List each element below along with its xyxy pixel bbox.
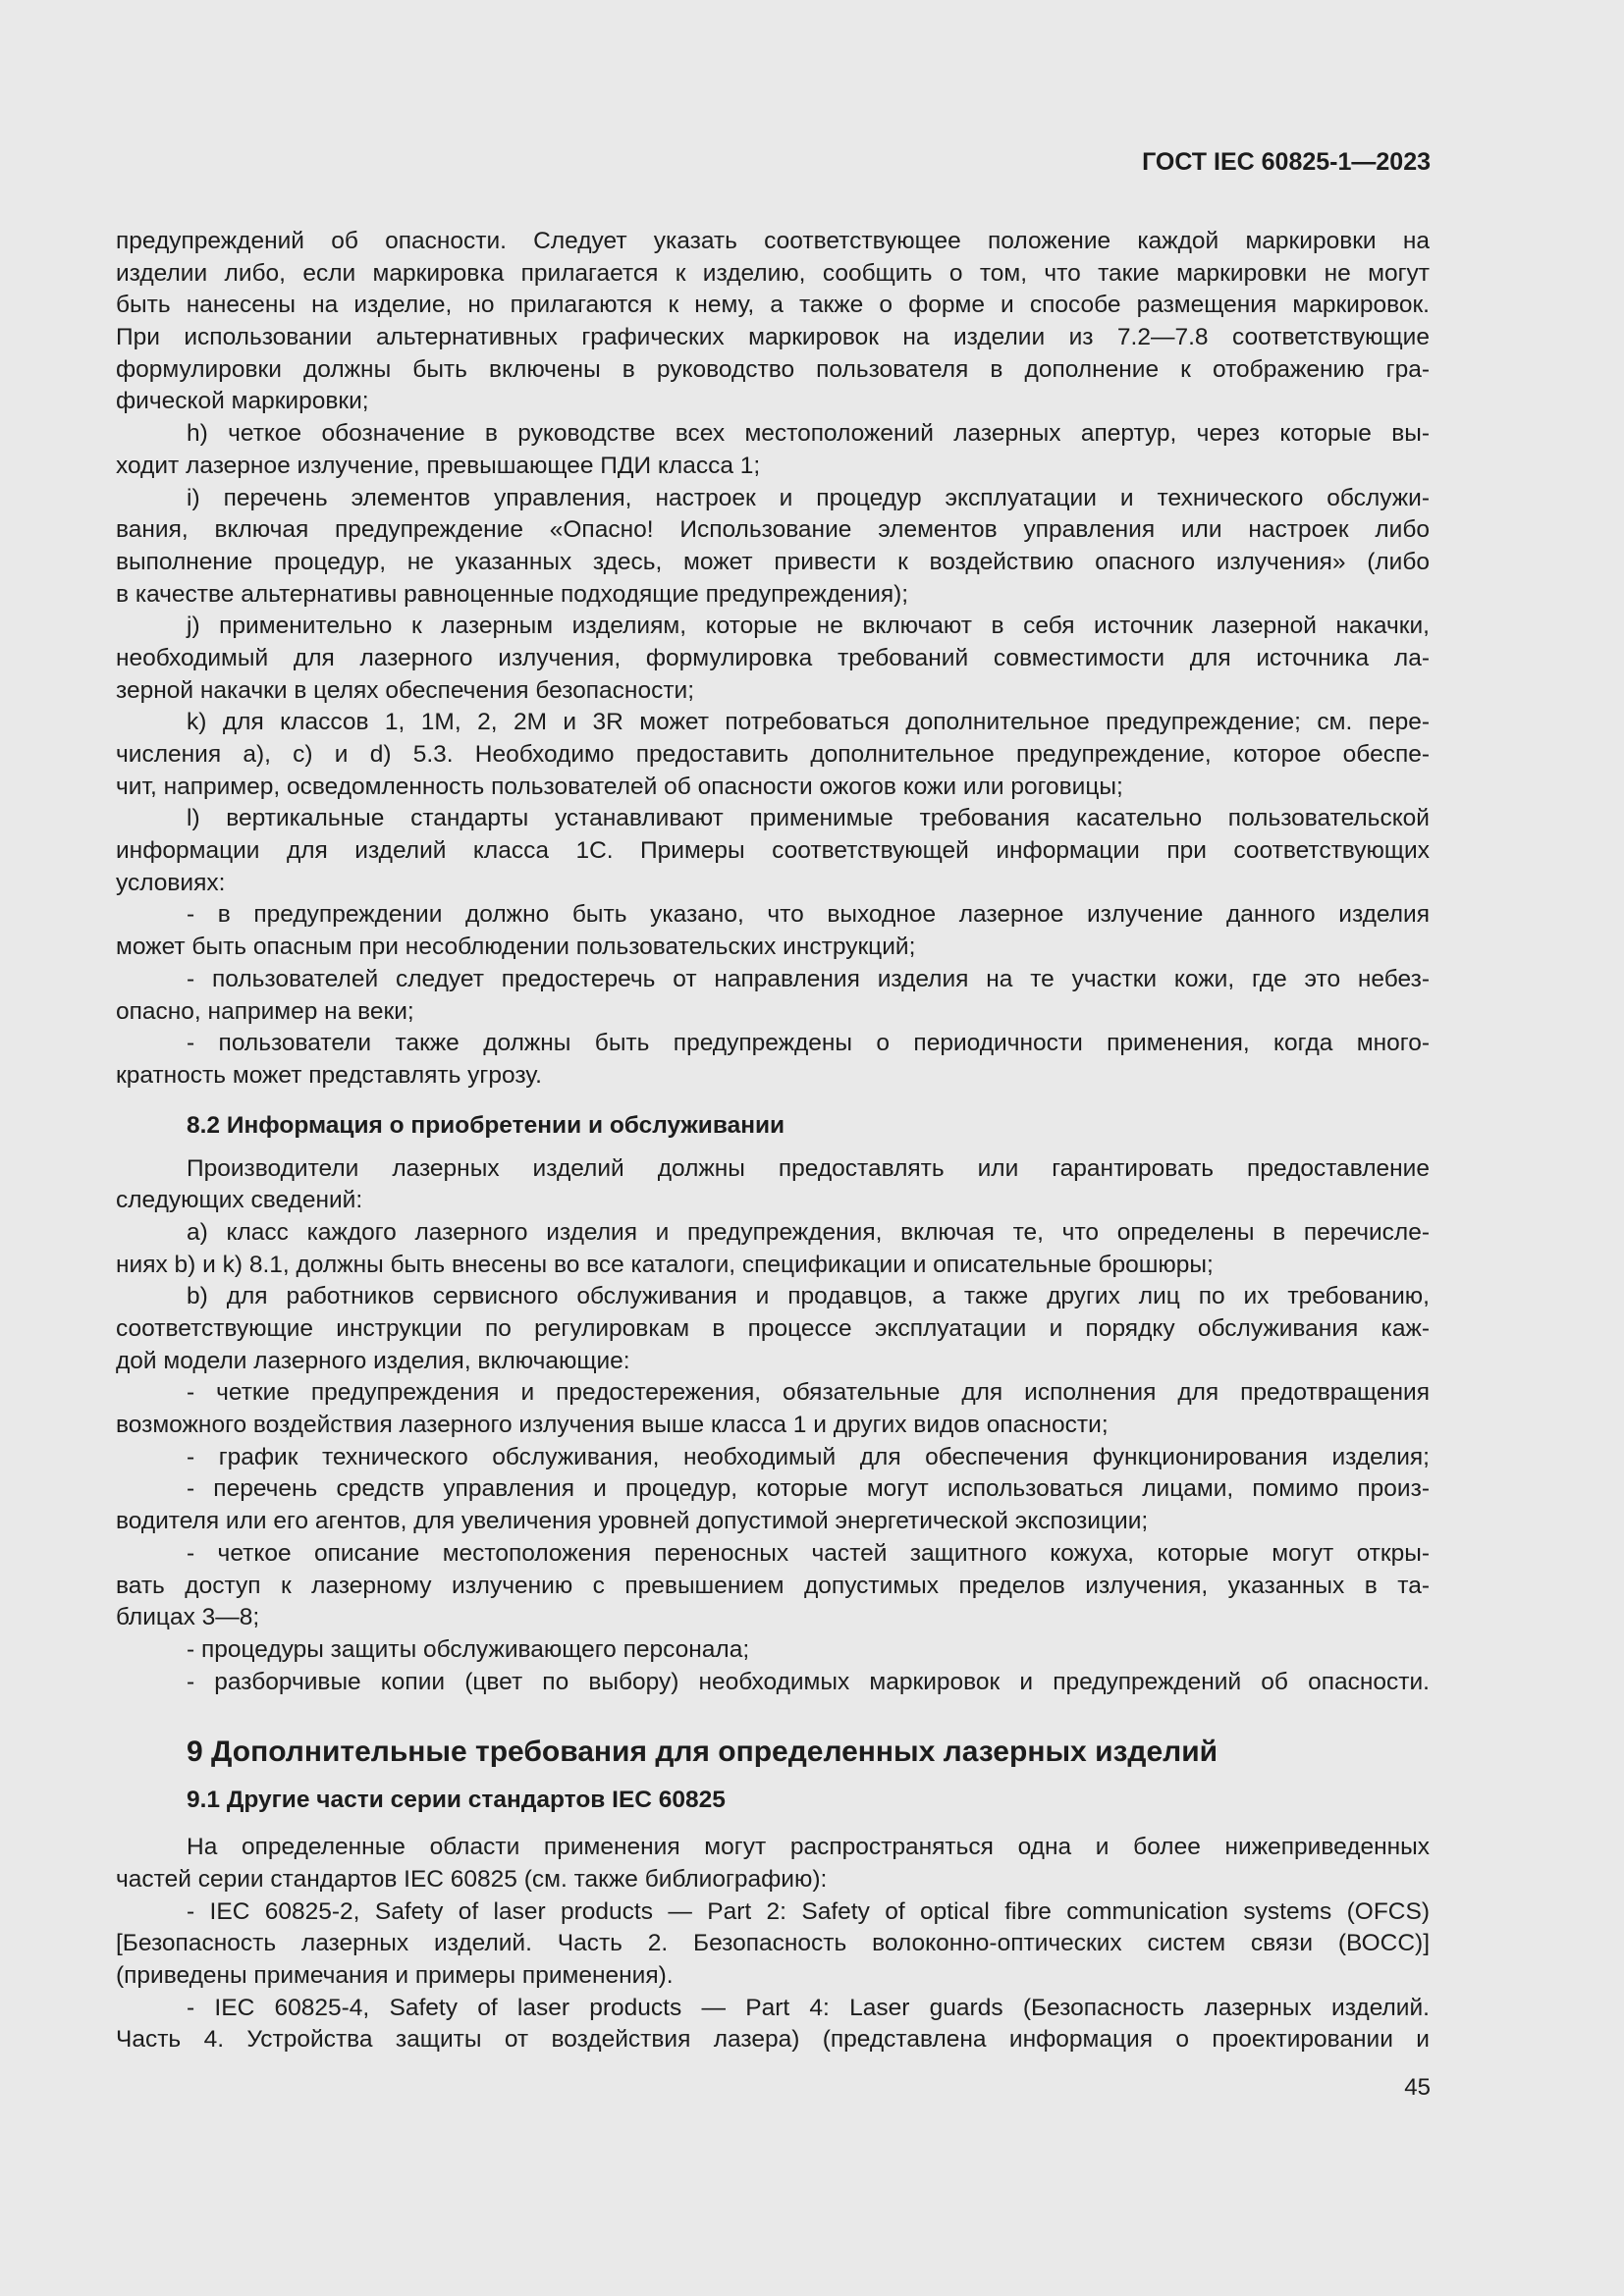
dash-item: - разборчивые копии (цвет по выбору) необходимых маркировок и предупреждений об опасности. bbox=[187, 1668, 1430, 1695]
text-line: фической маркировки; bbox=[116, 388, 369, 415]
dash-item: - четкое описание местоположения переносных частей защитного кожуха, которые могут откры- bbox=[187, 1539, 1430, 1567]
document-body bbox=[116, 226, 1430, 2056]
text-line: соответствующие инструкции по регулировкам в процессе эксплуатации и порядку обслуживания каж- bbox=[116, 1315, 1430, 1342]
page-number: 45 bbox=[1404, 2074, 1431, 2101]
text-line: частей серии стандартов IEC 60825 (см. также библиографию): bbox=[116, 1865, 828, 1893]
text-line: Часть 4. Устройства защиты от воздействия лазера) (представлена информация о проектировании и bbox=[116, 2026, 1430, 2054]
dash-item: - перечень средств управления и процедур, которые могут использоваться лицами, помимо произ- bbox=[187, 1475, 1430, 1503]
list-item-a: a) класс каждого лазерного изделия и предупреждения, включая те, что определены в перечисле- bbox=[187, 1218, 1430, 1246]
text-line: кратность может представлять угрозу. bbox=[116, 1061, 542, 1089]
text-line: (приведены примечания и примеры применения). bbox=[116, 1962, 674, 1989]
subsection-heading-9-1: 9.1 Другие части серии стандартов IEC 60825 bbox=[187, 1787, 726, 1814]
text-line: При использовании альтернативных графических маркировок на изделии из 7.2—7.8 соответствующие bbox=[116, 324, 1430, 351]
text-line: вания, включая предупреждение «Опасно! Использование элементов управления или настроек либо bbox=[116, 516, 1430, 544]
list-item-h: h) четкое обозначение в руководстве всех местоположений лазерных апертур, через которые вы- bbox=[187, 420, 1430, 448]
text-line: следующих сведений: bbox=[116, 1187, 363, 1214]
dash-item: - IEC 60825-2, Safety of laser products — Part 2: Safety of optical fibre communication systems (OFCS) bbox=[187, 1897, 1430, 1925]
text-line: предупреждений об опасности. Следует указать соответствующее положение каждой маркировки на bbox=[116, 228, 1430, 254]
dash-item: - четкие предупреждения и предостережения, обязательные для исполнения для предотвращения bbox=[187, 1379, 1430, 1407]
text-line: быть нанесены на изделие, но прилагаются к нему, а также о форме и способе размещения маркировок. bbox=[116, 292, 1430, 319]
text-line: формулировки должны быть включены в руководство пользователя в дополнение к отображению гра- bbox=[116, 355, 1430, 383]
list-item-i: i) перечень элементов управления, настроек и процедур эксплуатации и технического обслужи- bbox=[187, 484, 1430, 511]
text-line: условиях: bbox=[116, 869, 226, 896]
dash-item: - график технического обслуживания, необходимый для обеспечения функционирования изделия; bbox=[187, 1443, 1430, 1470]
dash-item: - пользователей следует предостеречь от направления изделия на те участки кожи, где это небез- bbox=[187, 965, 1430, 992]
paragraph-line: На определенные области применения могут распространяться одна и более нижеприведенных bbox=[187, 1834, 1430, 1861]
text-line: водителя или его агентов, для увеличения уровней допустимой энергетической экспозиции; bbox=[116, 1508, 1149, 1535]
text-line: информации для изделий класса 1С. Примеры соответствующей информации при соответствующих bbox=[116, 837, 1430, 865]
text-line: изделии либо, если маркировка прилагается к изделию, сообщить о том, что такие маркировки не могут bbox=[116, 259, 1430, 287]
text-line: в качестве альтернативы равноценные подходящие предупреждения); bbox=[116, 580, 909, 608]
dash-item: - пользователи также должны быть предупреждены о периодичности применения, когда много- bbox=[187, 1030, 1430, 1057]
text-line: чит, например, осведомленность пользователей об опасности ожогов кожи или роговицы; bbox=[116, 773, 1123, 800]
dash-item: - IEC 60825-4, Safety of laser products — Part 4: Laser guards (Безопасность лазерных изделий. bbox=[187, 1994, 1430, 2021]
section-heading-9: 9 Дополнительные требования для определенных лазерных изделий bbox=[187, 1735, 1218, 1769]
text-line: необходимый для лазерного излучения, формулировка требований совместимости для источника ла- bbox=[116, 644, 1430, 671]
list-item-b: b) для работников сервисного обслуживания и продавцов, а также других лиц по их требованию, bbox=[187, 1283, 1430, 1310]
text-line: может быть опасным при несоблюдении пользовательских инструкций; bbox=[116, 934, 916, 961]
document-header: ГОСТ IEC 60825-1—2023 bbox=[1142, 148, 1431, 176]
paragraph-line: Производители лазерных изделий должны предоставлять или гарантировать предоставление bbox=[187, 1154, 1430, 1182]
text-line: выполнение процедур, не указанных здесь, может привести к воздействию опасного излучения» (либо bbox=[116, 548, 1430, 575]
dash-item: - процедуры защиты обслуживающего персонала; bbox=[187, 1635, 750, 1663]
dash-item: - в предупреждении должно быть указано, что выходное лазерное излучение данного изделия bbox=[187, 901, 1430, 929]
text-line: ходит лазерное излучение, превышающее ПДИ класса 1; bbox=[116, 452, 761, 479]
text-line: вать доступ к лазерному излучению с превышением допустимых пределов излучения, указанных в та- bbox=[116, 1572, 1430, 1599]
text-line: дой модели лазерного изделия, включающие: bbox=[116, 1347, 630, 1374]
text-line: числения a), c) и d) 5.3. Необходимо предоставить дополнительное предупреждение, которое обеспе- bbox=[116, 741, 1430, 768]
list-item-j: j) применительно к лазерным изделиям, которые не включают в себя источник лазерной накачки, bbox=[187, 613, 1430, 640]
text-line: опасно, например на веки; bbox=[116, 997, 414, 1025]
list-item-k: k) для классов 1, 1M, 2, 2M и 3R может потребоваться дополнительное предупреждение; см. пере- bbox=[187, 709, 1430, 736]
text-line: ниях b) и k) 8.1, должны быть внесены во все каталоги, спецификации и описательные брошюры; bbox=[116, 1251, 1214, 1278]
text-line: блицах 3—8; bbox=[116, 1604, 260, 1631]
subsection-heading-8-2: 8.2 Информация о приобретении и обслуживании bbox=[187, 1111, 785, 1139]
text-line: [Безопасность лазерных изделий. Часть 2. Безопасность волоконно-оптических систем связи (ВОСС)] bbox=[116, 1930, 1430, 1957]
text-line: возможного воздействия лазерного излучения выше класса 1 и других видов опасности; bbox=[116, 1412, 1109, 1439]
list-item-l: l) вертикальные стандарты устанавливают применимые требования касательно пользовательской bbox=[187, 805, 1430, 832]
text-line: зерной накачки в целях обеспечения безопасности; bbox=[116, 676, 695, 704]
